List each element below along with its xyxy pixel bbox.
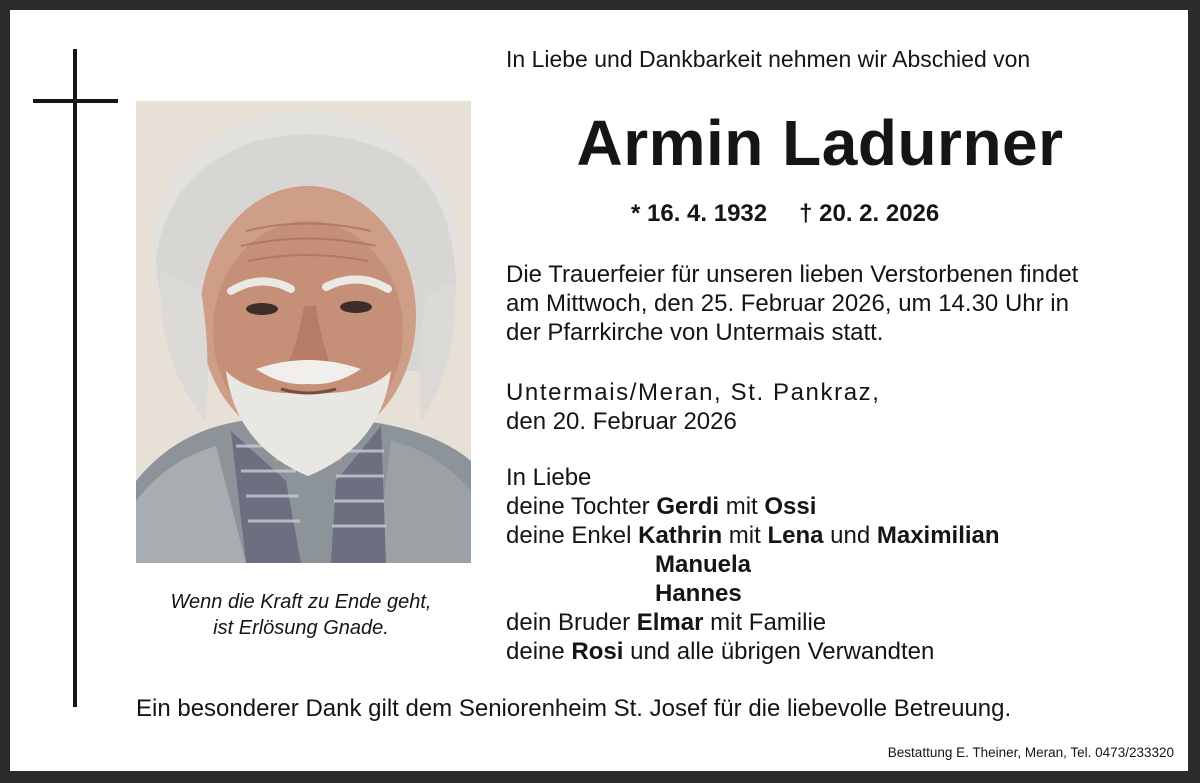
brother-prefix: dein Bruder xyxy=(506,609,631,636)
family-daughter-line xyxy=(506,492,1000,521)
daughter-prefix: deine Tochter xyxy=(506,493,650,520)
family-grandchild-line xyxy=(506,550,1000,579)
life-dates xyxy=(631,200,939,228)
cross-vertical-bar xyxy=(73,49,77,707)
daughter-partner-name: Ossi xyxy=(764,493,817,520)
portrait-photo xyxy=(136,101,471,563)
family-list xyxy=(506,463,1000,666)
service-line-1: Die Trauerfeier für unseren lieben Verstorbenen findet xyxy=(506,261,1079,288)
brother-suffix: mit Familie xyxy=(710,609,827,636)
cross-horizontal-bar xyxy=(33,99,118,103)
grandchild-name: Lena xyxy=(767,522,824,549)
place-and-date xyxy=(506,378,881,436)
thanks-text: Ein besonderer Dank gilt dem Seniorenheim St. Josef für die liebevolle Betreuung. xyxy=(136,695,1012,722)
funeral-service-text xyxy=(506,260,1078,347)
grandchildren-mid: und xyxy=(830,522,871,549)
family-grandchild-line xyxy=(506,579,1000,608)
family-heading: In Liebe xyxy=(506,464,592,491)
deceased-name: Armin Ladurner xyxy=(576,107,1064,179)
grandchild-name: Maximilian xyxy=(876,522,1000,549)
grandchild-name: Kathrin xyxy=(638,522,723,549)
daughter-name: Gerdi xyxy=(656,493,720,520)
motto-line-2: ist Erlösung Gnade. xyxy=(213,617,389,639)
brother-name: Elmar xyxy=(636,609,704,636)
grandchild-name: Hannes xyxy=(655,580,742,607)
grandchildren-mid: mit xyxy=(728,522,761,549)
daughter-mid: mit xyxy=(725,493,758,520)
partner-name: Rosi xyxy=(571,638,624,665)
service-line-2: am Mittwoch, den 25. Februar 2026, um 14.30 Uhr in xyxy=(506,290,1069,317)
partner-prefix: deine xyxy=(506,638,565,665)
intro-text: In Liebe und Dankbarkeit nehmen wir Abschied von xyxy=(506,46,1031,72)
family-partner-line xyxy=(506,637,1000,666)
family-brother-line xyxy=(506,608,1000,637)
funeral-home-footer: Bestattung E. Theiner, Meran, Tel. 0473/233320 xyxy=(887,745,1174,760)
place-line: Untermais/Meran, St. Pankraz, xyxy=(506,379,881,406)
motto-line-1: Wenn die Kraft zu Ende geht, xyxy=(170,591,432,613)
grandchild-name: Manuela xyxy=(655,551,752,578)
grandchildren-prefix: deine Enkel xyxy=(506,522,632,549)
birth-date: * 16. 4. 1932 xyxy=(631,200,768,227)
portrait-illustration xyxy=(136,101,471,563)
family-grandchildren-line xyxy=(506,521,1000,550)
death-date: † 20. 2. 2026 xyxy=(799,200,940,227)
partner-suffix: und alle übrigen Verwandten xyxy=(630,638,935,665)
motto-quote xyxy=(120,589,482,641)
obituary-card xyxy=(10,10,1188,771)
date-line: den 20. Februar 2026 xyxy=(506,408,737,435)
service-line-3: der Pfarrkirche von Untermais statt. xyxy=(506,319,884,346)
